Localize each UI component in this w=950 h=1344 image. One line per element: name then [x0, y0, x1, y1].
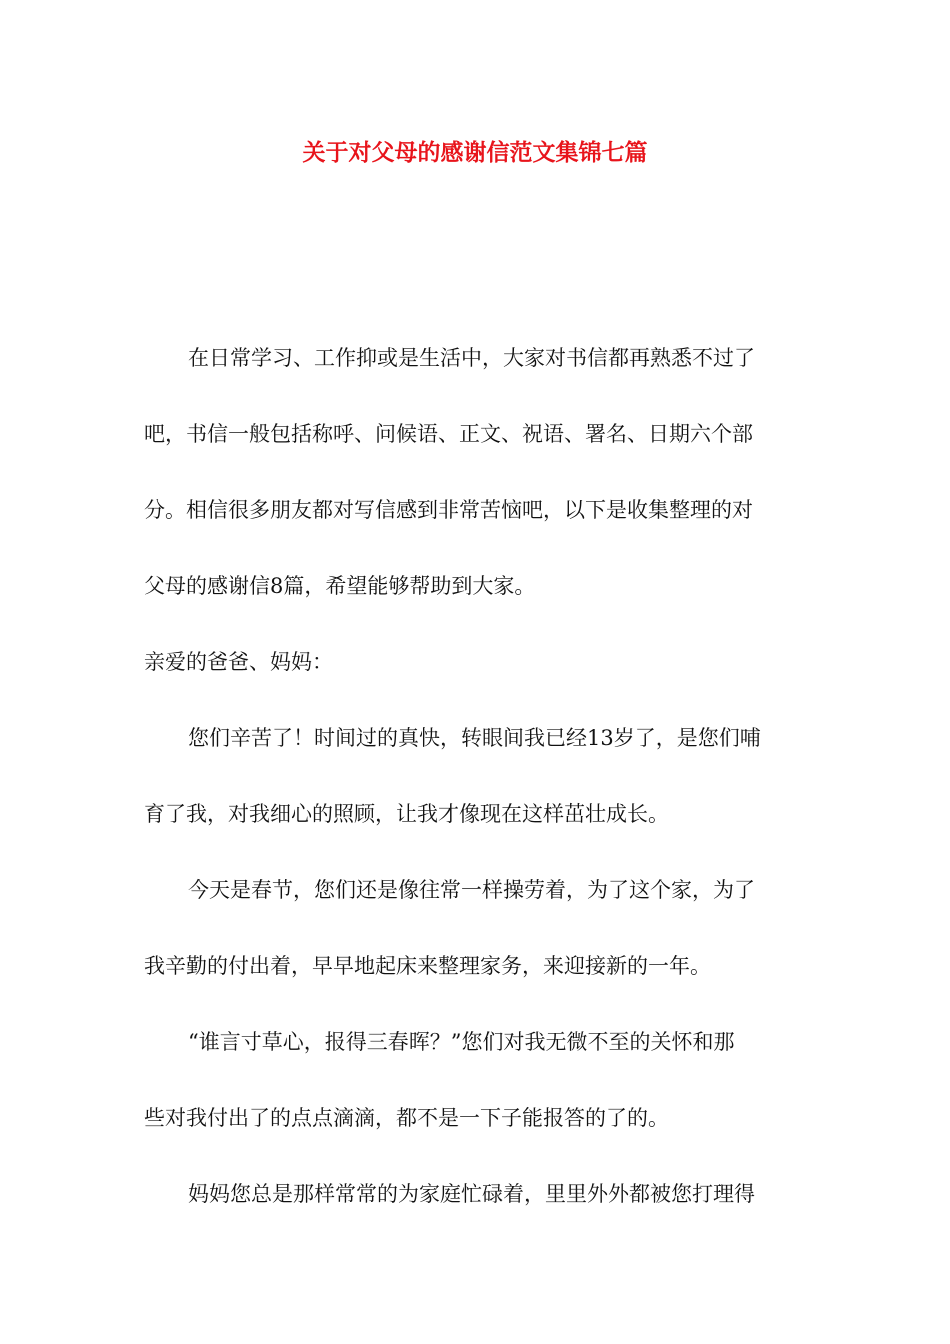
text-line: 妈妈您总是那样常常的为家庭忙碌着，里里外外都被您打理得	[188, 1182, 755, 1206]
text-line: 些对我付出了的点点滴滴，都不是一下子能报答的了的。	[144, 1106, 669, 1130]
text-line: 分。相信很多朋友都对写信感到非常苦恼吧，以下是收集整理的对	[144, 498, 753, 522]
text-line: 父母的感谢信8篇，希望能够帮助到大家。	[144, 574, 536, 598]
text-line: 在日常学习、工作抑或是生活中，大家对书信都再熟悉不过了	[188, 346, 755, 370]
document-body	[144, 320, 806, 1232]
document-title: 关于对父母的感谢信范文集锦七篇	[302, 139, 648, 166]
text-line: 今天是春节，您们还是像往常一样操劳着，为了这个家，为了	[188, 878, 755, 902]
text-line: 吧，书信一般包括称呼、问候语、正文、祝语、署名、日期六个部	[144, 422, 753, 446]
text-line: 我辛勤的付出着，早早地起床来整理家务，来迎接新的一年。	[144, 954, 711, 978]
text-line: “谁言寸草心，报得三春晖？”您们对我无微不至的关怀和那	[188, 1030, 735, 1054]
text-line: 亲爱的爸爸、妈妈：	[144, 650, 333, 674]
text-line: 您们辛苦了！时间过的真快，转眼间我已经13岁了，是您们哺	[188, 726, 761, 750]
text-line: 育了我，对我细心的照顾，让我才像现在这样茁壮成长。	[144, 802, 669, 826]
